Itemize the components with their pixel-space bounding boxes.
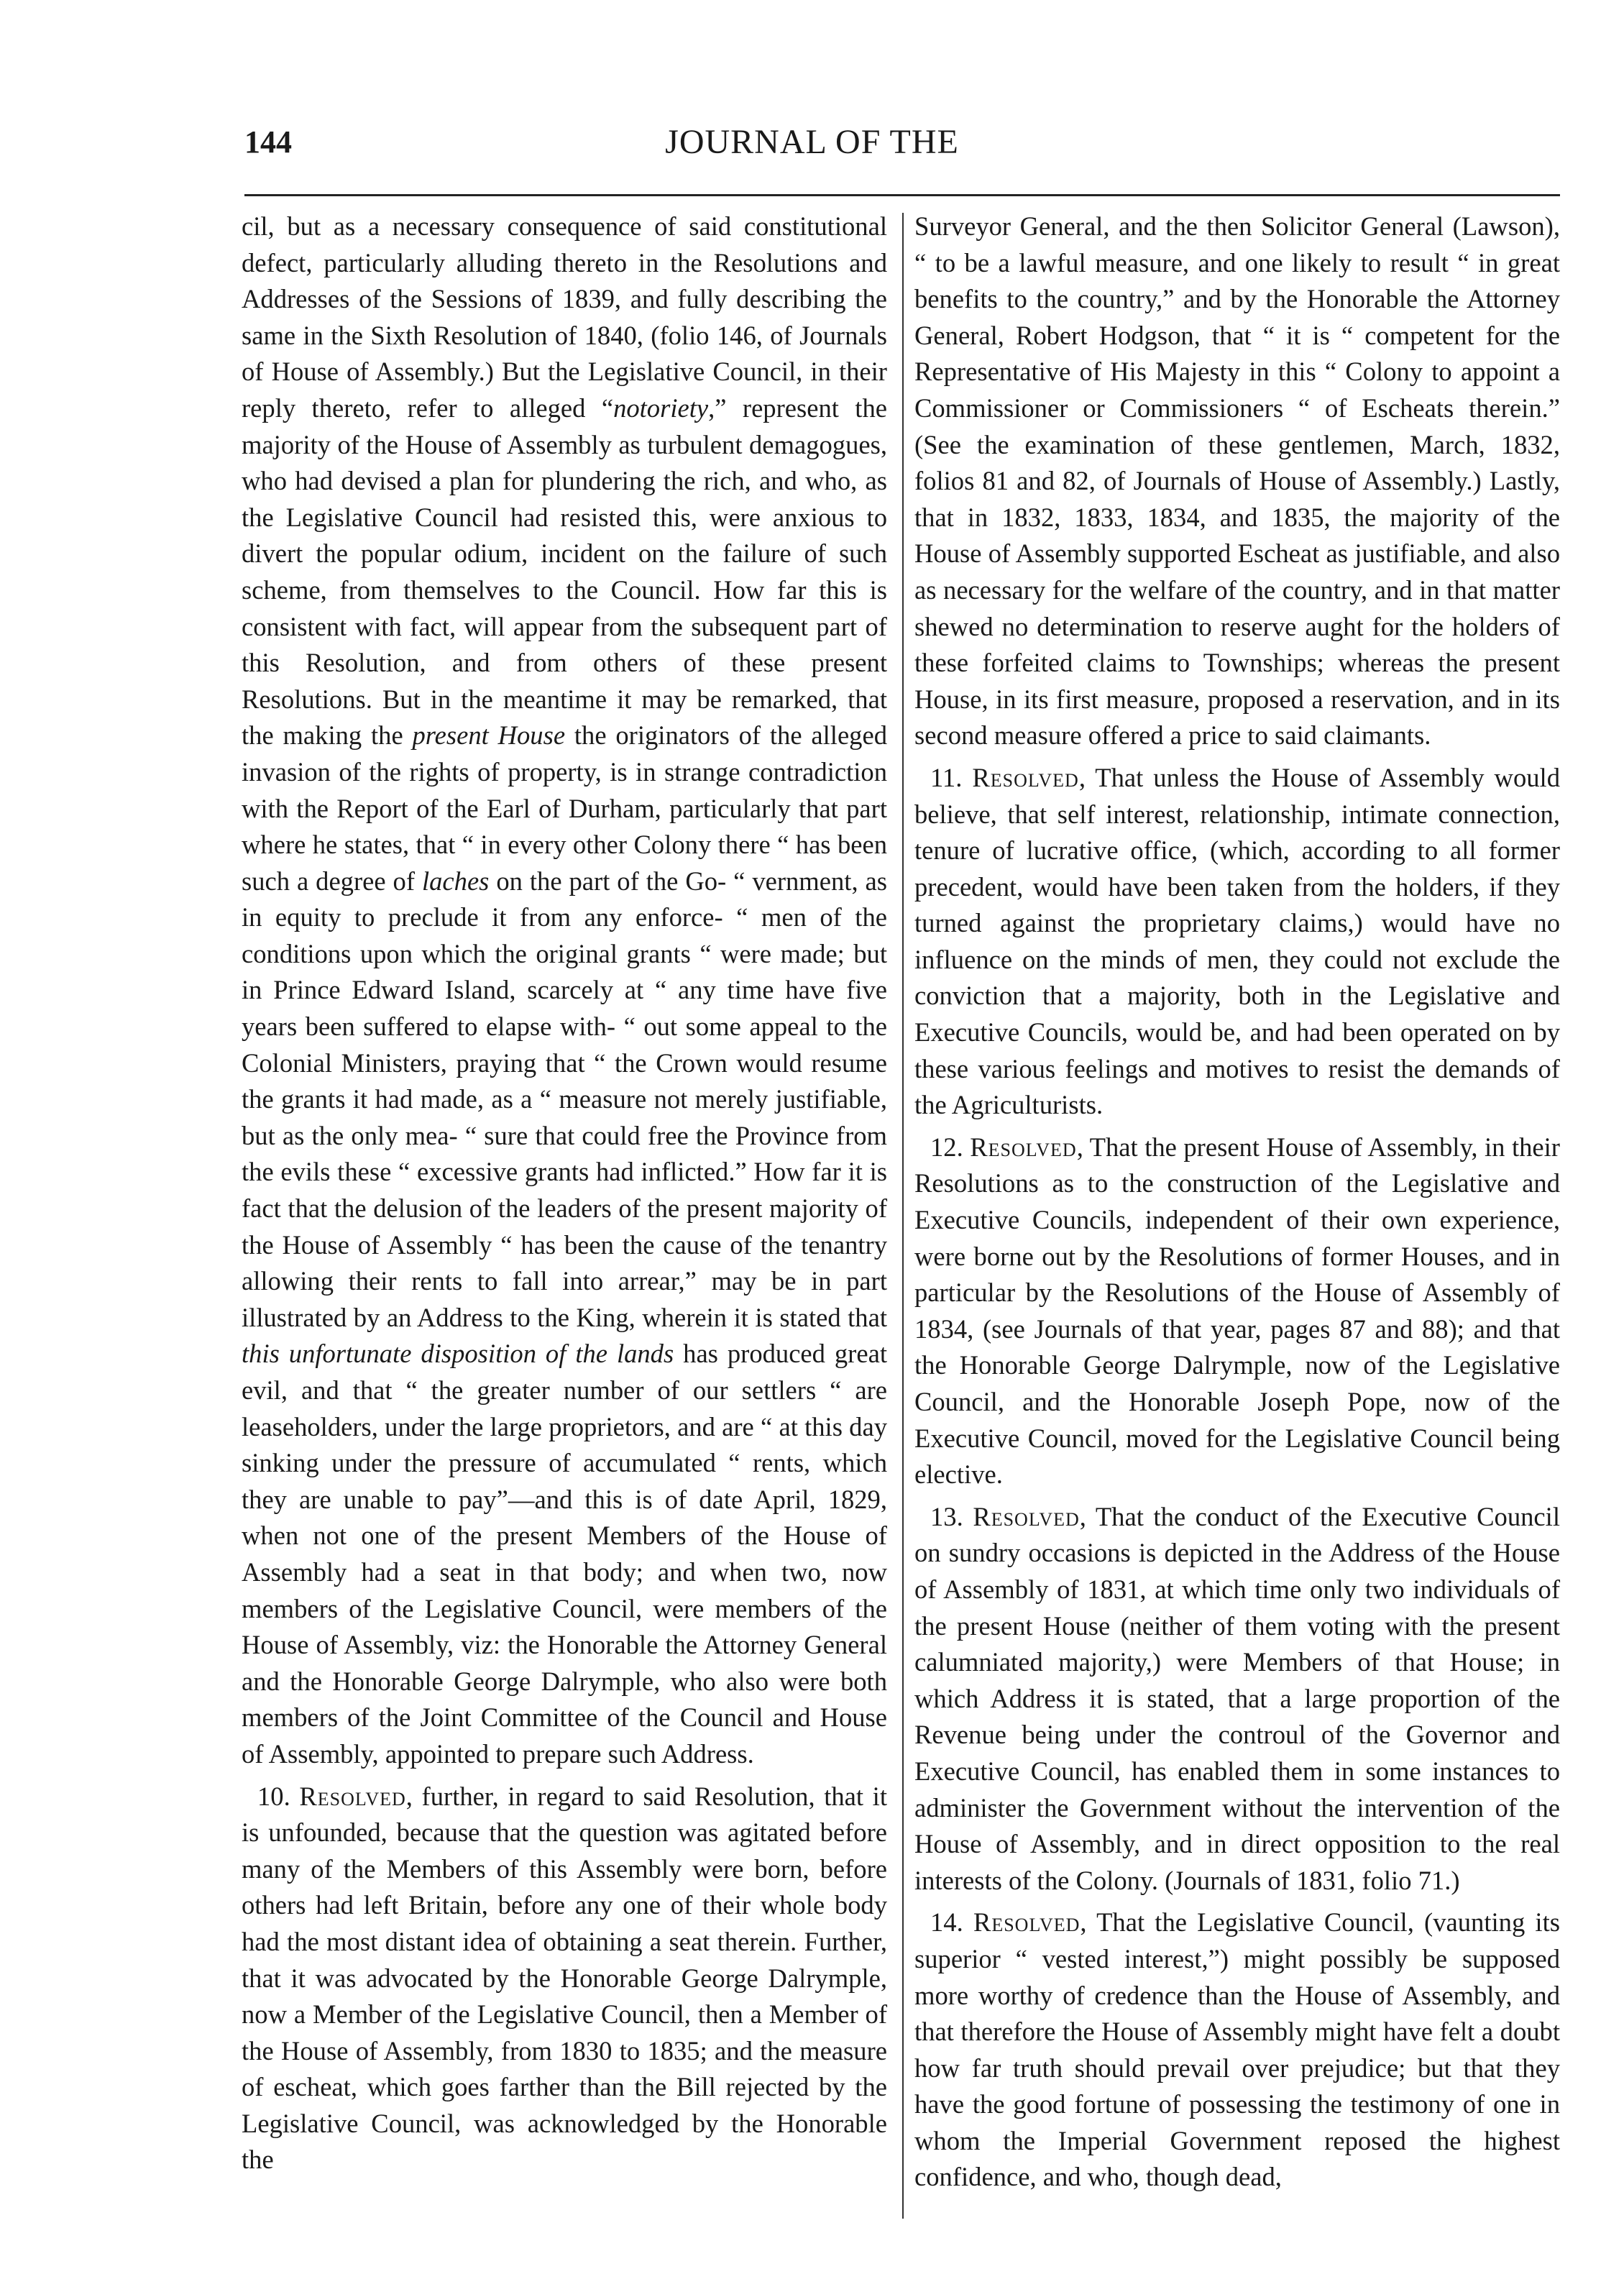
resolution-number: 10. xyxy=(257,1781,290,1811)
resolved-label: Resolved xyxy=(299,1781,406,1811)
resolved-label: Resolved xyxy=(973,1907,1081,1938)
resolved-label: Resolved xyxy=(972,762,1079,792)
resolution-14 xyxy=(914,1904,1560,2196)
resolution-body: , That the Legislative Council, (vaunting its superior “ vested interest,”) might possibly be supposed more worthy of credence than the House of Assembly, and that therefore the House of Assembly might have felt a doubt how far truth should prevail over prejudice; but that they have the good fortune of possessing the testimony of one in whom the Imperial Government reposed the highest confidence, and who, though dead, xyxy=(914,1907,1560,2192)
italic-text: this unfortunate disposition of the lands xyxy=(242,1339,674,1369)
resolution-10 xyxy=(242,1779,887,2179)
running-title: JOURNAL OF THE xyxy=(665,123,959,161)
header-rule xyxy=(244,194,1560,196)
resolution-number: 12. xyxy=(930,1132,963,1162)
resolution-number: 13. xyxy=(930,1501,963,1531)
resolution-12 xyxy=(914,1129,1560,1493)
column-divider xyxy=(902,213,904,2219)
resolution-body: , That the conduct of the Executive Council on sundry occasions is depicted in the Address of the House of Assembly of 1831, at which time only two individuals of the present House (neither of them voting with the present calumniated majority,) were Members of that House; in which Address it is stated, that a large proportion of the Revenue being under the controul of the Governor and Executive Council, has enabled them in some instances to administer the Government without the intervention of the House of Assembly, and in direct opposition to the real interests of the Colony. (Journals of 1831, folio 71.) xyxy=(914,1501,1560,1895)
resolution-number: 14. xyxy=(930,1907,963,1938)
text-run: has produced great evil, and that “ the greater number of our settlers “ are leaseholders, under the large proprietors, and are “ at this day sinking under the pressure of accumulated “ rents, which they are unable to pay”—and this is of date April, 1829, when not one of the present Members of the House of Assembly had a seat in that body; and when two, now members of the Legislative Council, were members of the House of Assembly, viz: the Honorable the Attorney General and the Honorable George Dalrymple, who also were both members of the Joint Committee of the Council and House of Assembly, appointed to prepare such Address. xyxy=(242,1339,887,1769)
resolved-label: Resolved xyxy=(973,1501,1080,1531)
paragraph-continued: Surveyor General, and the then Solicitor General (Lawson), “ to be a lawful measure, and one likely to result “ in great benefits to the country,” and by the Honorable the Attorney General, Robert Hodgson, that “ it is “ competent for the Representative of His Majesty in this “ Colony to appoint a Commissioner or Commissioners “ of Escheats therein.” (See the examination of these gentlemen, March, 1832, folios 81 and 82, of Journals of House of Assembly.) Lastly, that in 1832, 1833, 1834, and 1835, the majority of the House of Assembly supported Escheat as justifiable, and also as necessary for the welfare of the country, and in that matter shewed no determination to reserve aught for the holders of these forfeited claims to Townships; whereas the present House, in its first measure, proposed a reservation, and in its second measure offered a price to said claimants. xyxy=(914,211,1560,751)
italic-text: notoriety xyxy=(613,393,709,423)
paragraph-continued xyxy=(242,208,887,1773)
resolution-body: , That unless the House of Assembly would believe, that self interest, relationship, intimate connection, tenure of lucrative office, (which, according to all former precedent, would have been taken from the holders, if they turned against the proprietary claims,) would have no influence on the minds of men, they could not exclude the conviction that a majority, both in the Legislative and Executive Councils, would be, and had been operated on by these various feelings and motives to resist the demands of the Agriculturists. xyxy=(914,762,1560,1120)
resolution-body: , That the present House of Assembly, in their Resolutions as to the construction of the Legislative and Executive Councils, independent of their own experience, were borne out by the Resolutions of former Houses, and in particular by the Resolutions of the House of Assembly of 1834, (see Journals of that year, pages 87 and 88); and that the Honorable George Dalrymple, now of the Legislative Council, and the Honorable Joseph Pope, now of the Executive Council, moved for the Legislative Council being elective. xyxy=(914,1132,1560,1490)
text-run: ,” represent the majority of the House of Assembly as turbulent demagogues, who had devised a plan for plundering the rich, and who, as the Legislative Council had resisted this, were anxious to divert the popular odium, incident on the failure of such scheme, from themselves to the Council. How far this is consistent with fact, will appear from the subsequent part of this Resolution, and from others of these present Resolutions. But in the meantime it may be remarked, that the making the xyxy=(242,393,887,751)
resolved-label: Resolved xyxy=(970,1132,1077,1162)
italic-text: present House xyxy=(412,720,566,751)
text-run: cil, but as a necessary consequence of said constitutional defect, particularly alluding thereto in the Resolutions and Addresses of the Sessions of 1839, and fully describing the same in the Sixth Resolution of 1840, (folio 146, of Journals of House of Assembly.) But the Legislative Council, in their reply thereto, refer to alleged “ xyxy=(242,211,887,423)
text-run: the originators of the alleged invasion of the rights of property, is in strange contradiction with the Report of the Earl of Durham, particularly that part where he states, that “ in every other Colony there “ has been such a degree of xyxy=(242,720,887,896)
resolution-body: , further, in regard to said Resolution, that it is unfounded, because that the question was agitated before many of the Members of this Assembly were born, before others had left Britain, before any one of their whole body had the most distant idea of obtaining a seat therein. Further, that it was advocated by the Honorable George Dalrymple, now a Member of the Legislative Council, then a Member of the House of Assembly, from 1830 to 1835; and the measure of escheat, which goes farther than the Bill rejected by the Legislative Council, was acknowledged by the Honorable the xyxy=(242,1781,887,2175)
right-column xyxy=(914,208,1560,2196)
resolution-11 xyxy=(914,760,1560,1124)
resolution-13 xyxy=(914,1499,1560,1899)
page-number: 144 xyxy=(244,124,292,160)
text-run: on the part of the Go- “ vernment, as in equity to preclude it from any enforce- “ men of the conditions upon which the original grants “ were made; but in Prince Edward Island, scarcely at “ any time have five years been suffered to elapse with- “ out some appeal to the Colonial Ministers, praying that “ the Crown would resume the grants it had made, as a “ measure not merely justifiable, but as the only mea- “ sure that could free the Province from the evils these “ excessive grants had inflicted.” How far it is fact that the delusion of the leaders of the present majority of the House of Assembly “ has been the cause of the tenantry allowing their rents to fall into arrear,” may be in part illustrated by an Address to the King, wherein it is stated that xyxy=(242,866,887,1332)
resolution-number: 11. xyxy=(930,762,963,792)
left-column xyxy=(242,208,887,2178)
italic-text: laches xyxy=(421,866,490,896)
